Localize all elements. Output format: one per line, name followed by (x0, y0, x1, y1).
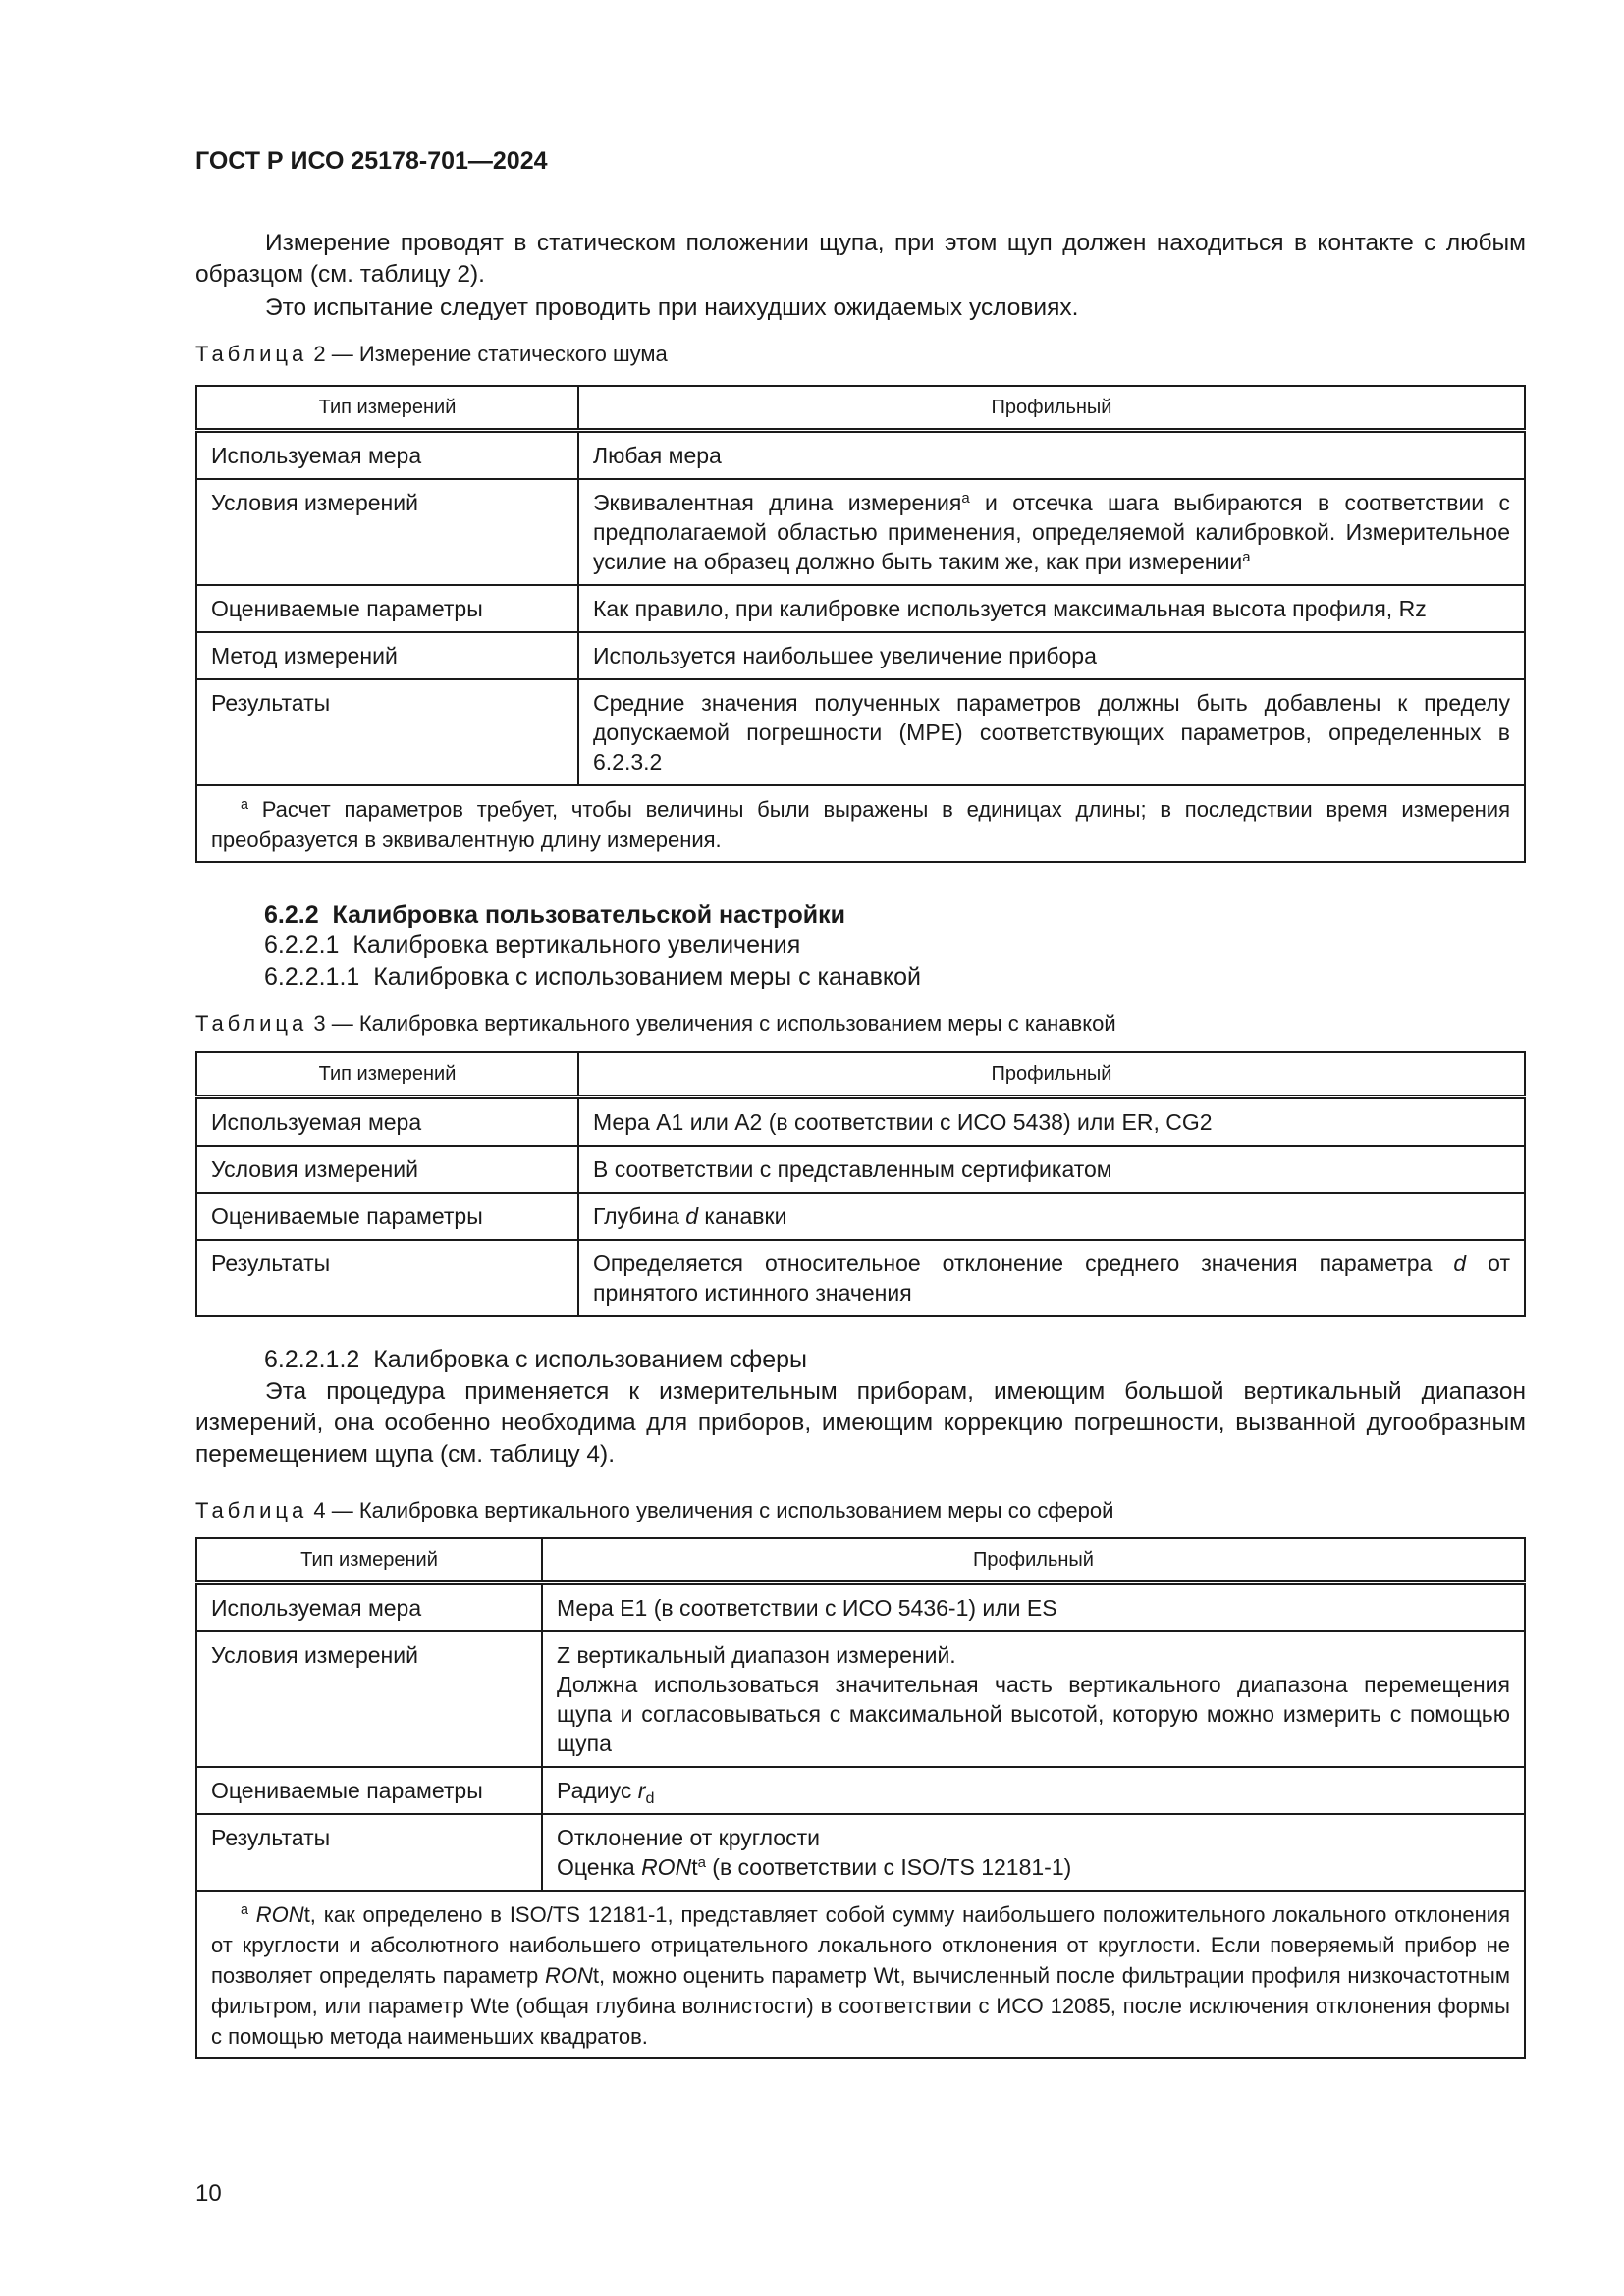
value-text: канавки (698, 1203, 787, 1229)
table-row (196, 1193, 1525, 1240)
row-value: Мера Е1 (в соответствии с ИСО 5436-1) или ES (542, 1583, 1525, 1632)
row-label: Оцениваемые параметры (196, 1193, 578, 1240)
row-label: Оцениваемые параметры (196, 585, 578, 632)
footnote-text: t, как определено в ISO/TS 12181-1, представляет собой сумму наибольшего положительного локального отклонения от круглости и абсолютного наибольшего отрицательного локального отклонения от круглости. Если поверяемый прибор не позволяет определять параметр (211, 1902, 1510, 1988)
row-value: В соответствии с представленным сертификатом (578, 1146, 1525, 1193)
variable-d: d (1453, 1251, 1467, 1276)
table-3-caption (195, 1011, 1116, 1037)
row-label: Результаты (196, 1240, 578, 1316)
table-footnote-row (196, 1891, 1525, 2058)
row-value (542, 1631, 1525, 1767)
row-value: Средние значения полученных параметров должны быть добавлены к пределу допускаемой погрешности (MPE) соответствующих параметров, определенных в 6.2.3.2 (578, 679, 1525, 785)
column-header-profile: Профильный (542, 1538, 1525, 1583)
value-line: Z вертикальный диапазон измерений. (557, 1642, 956, 1668)
row-label: Результаты (196, 1814, 542, 1891)
table-row (196, 1240, 1525, 1316)
row-label: Условия измерений (196, 1146, 578, 1193)
footnote-marker: a (241, 797, 248, 814)
row-value: Используется наибольшее увеличение прибора (578, 632, 1525, 679)
value-text: Эквивалентная длина измерения (593, 490, 962, 515)
row-label: Оцениваемые параметры (196, 1767, 542, 1814)
row-value (578, 479, 1525, 585)
table-row (196, 679, 1525, 785)
value-text: (в соответствии с ISO/TS 12181-1) (705, 1854, 1072, 1880)
column-header-profile: Профильный (578, 386, 1525, 431)
table-row (196, 1631, 1525, 1767)
table-2 (195, 385, 1526, 863)
table-4 (195, 1537, 1526, 2059)
row-label: Результаты (196, 679, 578, 785)
row-value (578, 1193, 1525, 1240)
table-row (196, 479, 1525, 585)
value-text: Определяется относительное отклонение среднего значения параметра (593, 1251, 1454, 1276)
table-2-caption-text: 2 — Измерение статического шума (307, 342, 668, 366)
footnote-text: Расчет параметров требует, чтобы величины были выражены в единицах длины; в последствии время измерения преобразуется в эквивалентную длину измерения. (211, 797, 1510, 852)
table-2-caption (195, 342, 668, 367)
value-line: Отклонение от круглости (557, 1825, 820, 1850)
row-value (578, 1240, 1525, 1316)
footnote-text: t, можно оценить параметр Wt, вычисленный после фильтрации профиля низкочастотным фильтром, или параметр Wte (общая глубина волнистости) в соответствии с ИСО 12085, после исключения отклонения формы с помощью метода наименьших квадратов. (211, 1963, 1510, 2049)
table-2-caption-word: Таблица (195, 342, 308, 366)
value-text: и отсечка шага выбираются в соответствии с предполагаемой областью применения, определяемой калибровкой. Измерительное усилие на образец должно быть таким же, как при измерении (593, 490, 1511, 574)
row-label: Используемая мера (196, 1097, 578, 1147)
value-line: Должна использоваться значительная часть вертикального диапазона перемещения щупа и согласовываться с максимальной высотой, которую можно измерить с помощью щупа (557, 1672, 1510, 1756)
section-heading-6-2-2-1: 6.2.2.1 Калибровка вертикального увеличения (264, 932, 801, 959)
table-3-caption-word: Таблица (195, 1011, 308, 1036)
table-row (196, 585, 1525, 632)
footnote-marker: a (961, 489, 970, 507)
intro-paragraph-1: Измерение проводят в статическом положении щупа, при этом щуп должен находиться в контакте с любым образцом (см. таблицу 2). (195, 230, 1526, 288)
sphere-paragraph: Эта процедура применяется к измерительным приборам, имеющим большой вертикальный диапазон измерений, она особенно необходима для приборов, имеющим коррекцию погрешности, вызванной дугообразным перемещением щупа (см. таблицу 4). (195, 1378, 1526, 1468)
row-label: Используемая мера (196, 1583, 542, 1632)
table-row (196, 1146, 1525, 1193)
row-value: Как правило, при калибровке используется максимальная высота профиля, Rz (578, 585, 1525, 632)
section-title: Калибровка пользовательской настройки (332, 901, 845, 929)
table-3 (195, 1051, 1526, 1317)
section-heading-6-2-2-1-1: 6.2.2.1.1 Калибровка с использованием меры с канавкой (264, 963, 921, 990)
table-4-caption-word: Таблица (195, 1498, 308, 1522)
variable-ron: RON (255, 1902, 304, 1927)
row-label: Метод измерений (196, 632, 578, 679)
section-number: 6.2.2 (264, 901, 319, 929)
intro-paragraph-2: Это испытание следует проводить при наихудших ожидаемых условиях. (265, 294, 1079, 321)
section-heading-6-2-2 (264, 900, 845, 931)
table-row (196, 1767, 1525, 1814)
table-row (196, 632, 1525, 679)
table-4-caption (195, 1498, 1113, 1523)
table-row (196, 1097, 1525, 1147)
variable-r: r (637, 1778, 646, 1803)
variable-ron: RON (545, 1963, 593, 1988)
table-row (196, 431, 1525, 480)
column-header-measurement-type: Тип измерений (196, 1538, 542, 1583)
table-row (196, 1814, 1525, 1891)
row-value: Мера А1 или А2 (в соответствии с ИСО 5438) или ER, CG2 (578, 1097, 1525, 1147)
value-text: t (691, 1854, 698, 1880)
footnote-marker: a (241, 1902, 248, 1919)
table-footnote (196, 1891, 1525, 2058)
table-footnote-row (196, 785, 1525, 862)
column-header-measurement-type: Тип измерений (196, 1052, 578, 1097)
value-text: Оценка (557, 1854, 642, 1880)
row-value: Любая мера (578, 431, 1525, 480)
column-header-profile: Профильный (578, 1052, 1525, 1097)
page-number: 10 (195, 2180, 222, 2207)
table-header-row (196, 1538, 1525, 1583)
subscript-d: d (645, 1789, 655, 1807)
footnote-marker: a (697, 1853, 706, 1871)
section-heading-6-2-2-1-2: 6.2.2.1.2 Калибровка с использованием сферы (264, 1346, 808, 1373)
footnote-marker: a (1242, 548, 1251, 565)
value-line (557, 1852, 1510, 1882)
variable-d: d (685, 1203, 699, 1229)
value-text: от принятого истинного значения (593, 1251, 1510, 1306)
row-value (542, 1814, 1525, 1891)
table-footnote (196, 785, 1525, 862)
variable-ron: RON (641, 1854, 692, 1880)
table-row (196, 1583, 1525, 1632)
table-4-caption-text: 4 — Калибровка вертикального увеличения с использованием меры со сферой (307, 1498, 1114, 1522)
document-header: ГОСТ Р ИСО 25178-701—2024 (195, 147, 548, 175)
row-label: Условия измерений (196, 1631, 542, 1767)
row-value (542, 1767, 1525, 1814)
value-text: Глубина (593, 1203, 686, 1229)
table-3-caption-text: 3 — Калибровка вертикального увеличения с использованием меры с канавкой (307, 1011, 1116, 1036)
row-label: Используемая мера (196, 431, 578, 480)
value-text: Радиус (557, 1778, 638, 1803)
row-label: Условия измерений (196, 479, 578, 585)
column-header-measurement-type: Тип измерений (196, 386, 578, 431)
table-header-row (196, 1052, 1525, 1097)
table-header-row (196, 386, 1525, 431)
